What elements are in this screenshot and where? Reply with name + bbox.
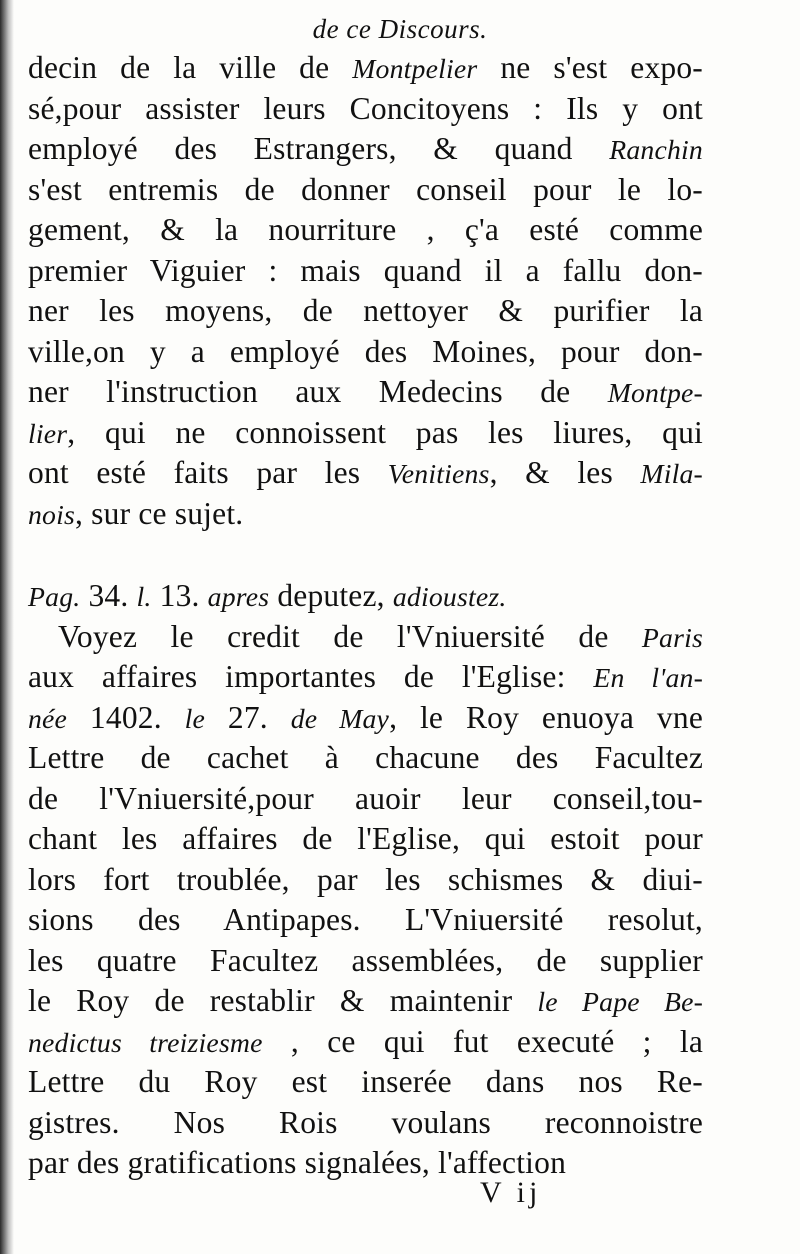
text-line — [28, 698, 703, 739]
text-line — [28, 1022, 703, 1063]
text-line — [28, 1103, 703, 1144]
text-line — [28, 494, 703, 535]
roman-text: Lettre du Roy est inserée dans nos Re- — [28, 1064, 703, 1099]
signature-mark: V ij — [480, 1176, 542, 1209]
italic-text: nois — [28, 498, 76, 530]
roman-text: ville,on y a employé des Moines, pour don- — [28, 333, 703, 369]
roman-text: ont esté faits par les — [28, 455, 388, 490]
italic-text: En l'an- — [593, 662, 703, 693]
text-line — [28, 332, 703, 373]
italic-text: l. — [136, 581, 152, 612]
text-line — [28, 251, 703, 292]
roman-text: , sur ce sujet. — [75, 495, 244, 531]
text-line — [28, 576, 703, 617]
text-line — [28, 981, 703, 1022]
italic-text: Pag. — [28, 581, 81, 612]
text-line — [28, 453, 703, 494]
running-head: de ce Discours. — [312, 14, 488, 44]
text-line — [28, 48, 703, 89]
roman-text: les quatre Facultez assemblées, de supplier — [28, 942, 703, 978]
roman-text: premier Viguier : mais quand il a fallu don- — [28, 252, 703, 288]
italic-text: de May — [290, 702, 390, 734]
roman-text: sions des Antipapes. L'Vniuersité resolut, — [28, 902, 703, 937]
roman-text: 34. — [80, 578, 137, 613]
roman-text: s'est entremis de donner conseil pour le lo- — [28, 171, 703, 207]
paragraph-1 — [28, 48, 703, 534]
italic-text: apres — [207, 581, 270, 612]
text-line — [28, 89, 703, 130]
page-binding-edge — [0, 0, 14, 1254]
roman-text: ne s'est expo- — [477, 50, 703, 85]
text-line — [28, 900, 703, 941]
text-line — [28, 617, 703, 658]
roman-text: chant les affaires de l'Eglise, qui estoit pour — [28, 821, 703, 856]
italic-text: adioustez. — [392, 581, 507, 612]
roman-text: de l'Vniuersité,pour auoir leur conseil,tou- — [28, 780, 703, 816]
roman-text: 27. — [205, 699, 291, 735]
roman-text: , & les — [489, 455, 641, 490]
text-line — [28, 291, 703, 332]
roman-text: le Roy de restablir & maintenir — [28, 983, 538, 1018]
paragraph-2 — [28, 576, 703, 1184]
roman-text: ner les moyens, de nettoyer & purifier la — [28, 293, 703, 328]
text-line — [28, 372, 703, 413]
roman-text: 13. — [151, 578, 208, 613]
text-line — [28, 170, 703, 211]
text-line — [28, 860, 703, 901]
roman-text: lors fort troublée, par les schismes & diui- — [28, 861, 703, 897]
text-line — [28, 1143, 703, 1184]
roman-text: Lettre de cachet à chacune des Facultez — [28, 740, 703, 775]
italic-text: née — [28, 702, 68, 734]
italic-text: lier — [28, 417, 68, 449]
roman-text: aux affaires importantes de l'Eglise: — [28, 659, 594, 694]
italic-text: Mila- — [640, 458, 703, 489]
text-line — [28, 210, 703, 251]
text-line — [28, 1062, 703, 1103]
text-line — [28, 657, 703, 698]
text-line — [28, 738, 703, 779]
italic-text: Venitiens — [387, 458, 490, 489]
text-line — [28, 129, 703, 170]
roman-text: employé des Estrangers, & quand — [28, 131, 610, 166]
roman-text: ner l'instruction aux Medecins de — [28, 374, 608, 409]
roman-text: gistres. Nos Rois voulans reconnoistre — [28, 1104, 703, 1140]
roman-text: , le Roy enuoya vne — [389, 699, 704, 735]
text-line — [28, 819, 703, 860]
text-line — [28, 941, 703, 982]
roman-text: par des gratifications signalées, l'affection — [28, 1145, 567, 1180]
italic-text: Montpelier — [352, 53, 478, 84]
italic-text: nedictus treiziesme — [28, 1026, 263, 1058]
roman-text: , ce qui fut executé ; la — [262, 1023, 703, 1059]
italic-text: Montpe- — [607, 377, 703, 408]
roman-text: gement, & la nourriture , ç'a esté comme — [28, 212, 703, 247]
roman-text: 1402. — [67, 699, 185, 735]
roman-text: sé,pour assister leurs Concitoyens : Ils y ont — [28, 90, 703, 126]
italic-text: le Pape Be- — [537, 986, 704, 1017]
text-line — [28, 413, 703, 454]
italic-text: Paris — [641, 621, 703, 653]
roman-text: Voyez le credit de l'Vniuersité de — [58, 618, 642, 654]
italic-text: le — [184, 702, 206, 734]
roman-text: deputez, — [269, 578, 393, 613]
text-line — [28, 779, 703, 820]
roman-text: , qui ne connoissent pas les liures, qui — [67, 414, 703, 450]
italic-text: Ranchin — [609, 134, 703, 165]
roman-text: decin de la ville de — [28, 50, 353, 85]
